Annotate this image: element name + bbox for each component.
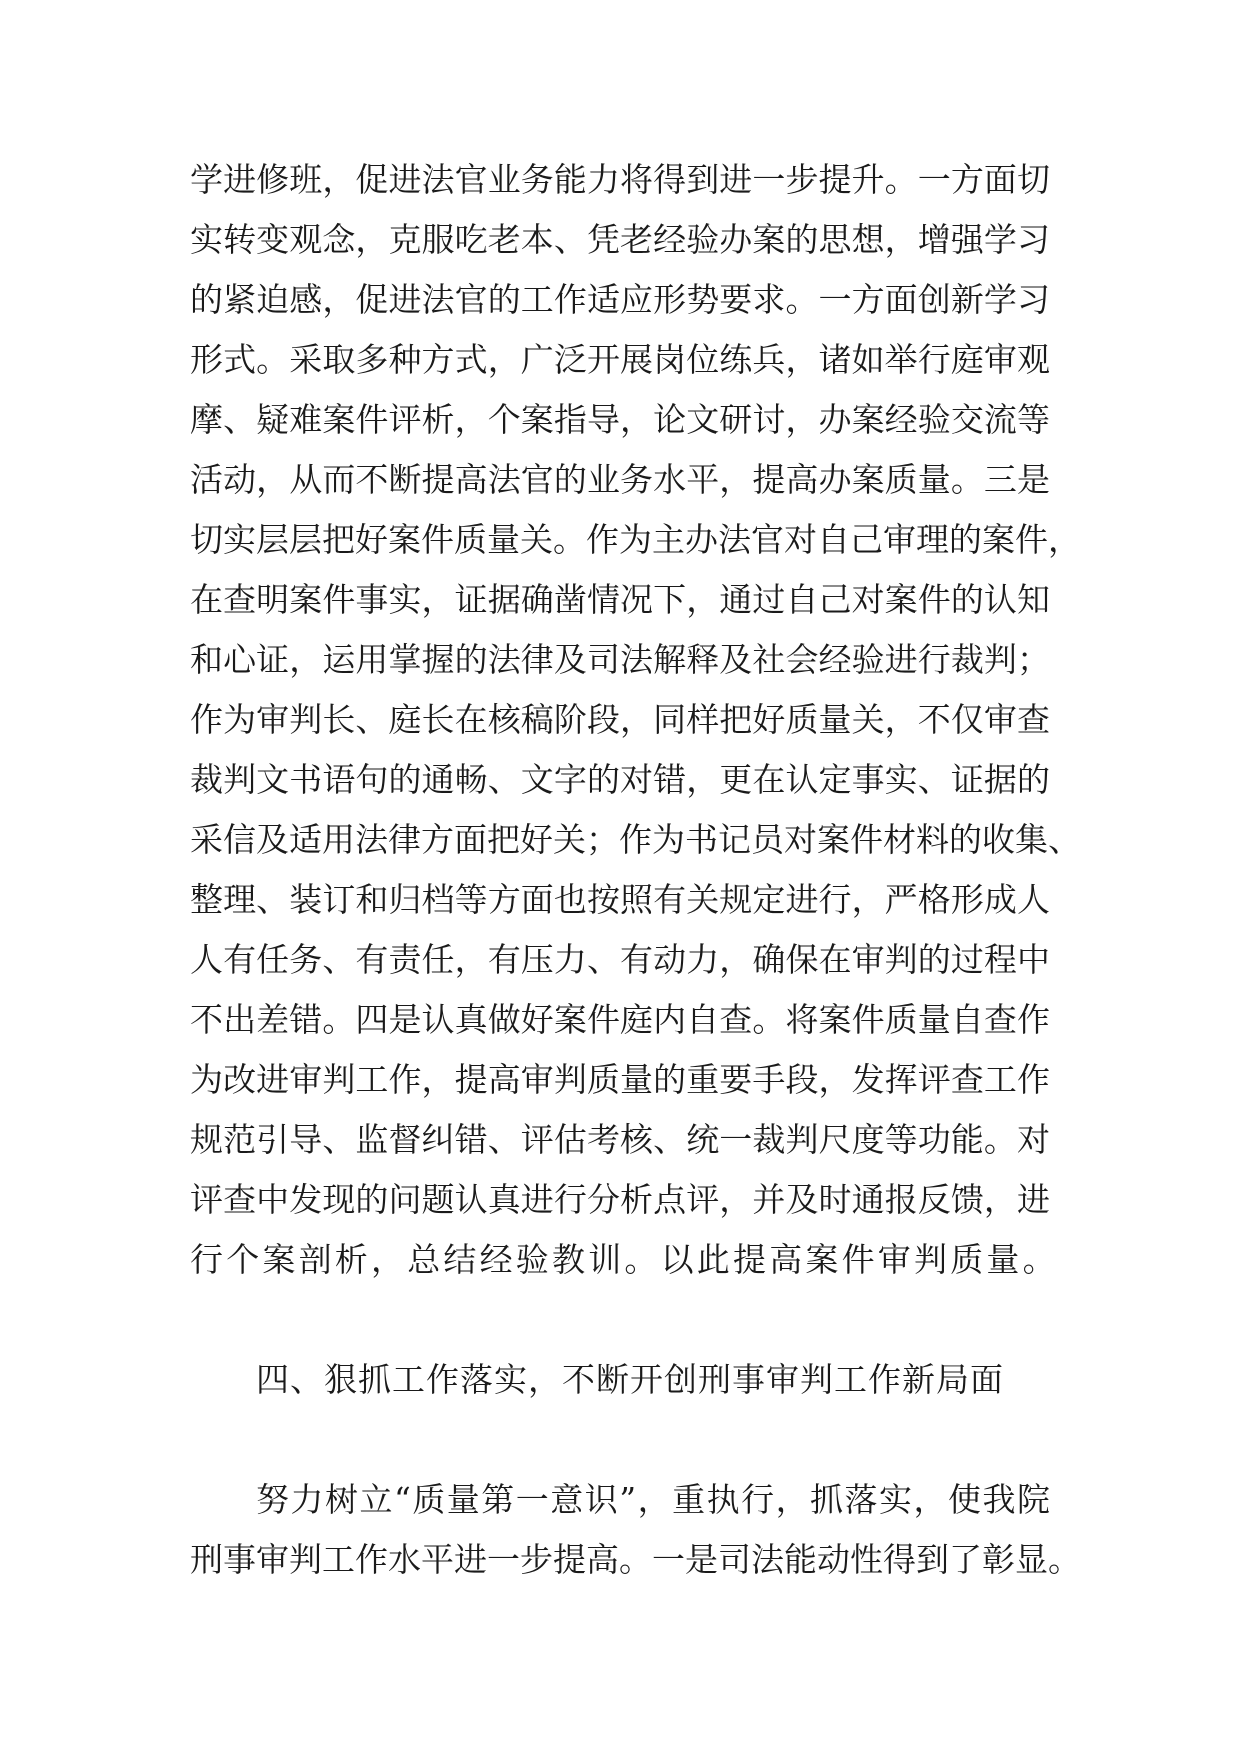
paragraph-line: 在查明案件事实，证据确凿情况下，通过自己对案件的认知: [190, 580, 1050, 619]
paragraph-line: 学进修班，促进法官业务能力将得到进一步提升。一方面切: [190, 160, 1050, 199]
paragraph-line: 作为审判长、庭长在核稿阶段，同样把好质量关，不仅审查: [190, 700, 1050, 739]
paragraph-line: 整理、装订和归档等方面也按照有关规定进行，严格形成人: [190, 880, 1050, 919]
paragraph-line: 人有任务、有责任，有压力、有动力，确保在审判的过程中: [190, 940, 1050, 979]
paragraph-line: 裁判文书语句的通畅、文字的对错，更在认定事实、证据的: [190, 760, 1050, 799]
paragraph-line: 和心证，运用掌握的法律及司法解释及社会经验进行裁判；: [190, 640, 1050, 679]
paragraph-line: 活动，从而不断提高法官的业务水平，提高办案质量。三是: [190, 460, 1050, 499]
paragraph-line: 刑事审判工作水平进一步提高。一是司法能动性得到了彰显。: [190, 1540, 1081, 1579]
paragraph-line: 摩、疑难案件评析，个案指导，论文研讨，办案经验交流等: [190, 400, 1050, 439]
paragraph-line: 形式。采取多种方式，广泛开展岗位练兵，诸如举行庭审观: [190, 340, 1050, 379]
paragraph-line: 采信及适用法律方面把好关；作为书记员对案件材料的收集、: [190, 820, 1081, 859]
paragraph-line: 不出差错。四是认真做好案件庭内自查。将案件质量自查作: [190, 1000, 1050, 1039]
paragraph-line: 的紧迫感，促进法官的工作适应形势要求。一方面创新学习: [190, 280, 1050, 319]
paragraph-line: 切实层层把好案件质量关。作为主办法官对自己审理的案件，: [190, 520, 1081, 559]
paragraph-line: 评查中发现的问题认真进行分析点评，并及时通报反馈，进: [190, 1180, 1050, 1219]
paragraph-line: 为改进审判工作，提高审判质量的重要手段，发挥评查工作: [190, 1060, 1050, 1099]
paragraph-line: 努力树立“质量第一意识”，重执行，抓落实，使我院: [256, 1480, 1050, 1519]
paragraph-line: 行个案剖析，总结经验教训。以此提高案件审判质量。: [190, 1240, 1059, 1279]
section-heading: 四、狠抓工作落实，不断开创刑事审判工作新局面: [256, 1360, 1004, 1399]
paragraph-line: 规范引导、监督纠错、评估考核、统一裁判尺度等功能。对: [190, 1120, 1050, 1159]
paragraph-line: 实转变观念，克服吃老本、凭老经验办案的思想，增强学习: [190, 220, 1050, 259]
